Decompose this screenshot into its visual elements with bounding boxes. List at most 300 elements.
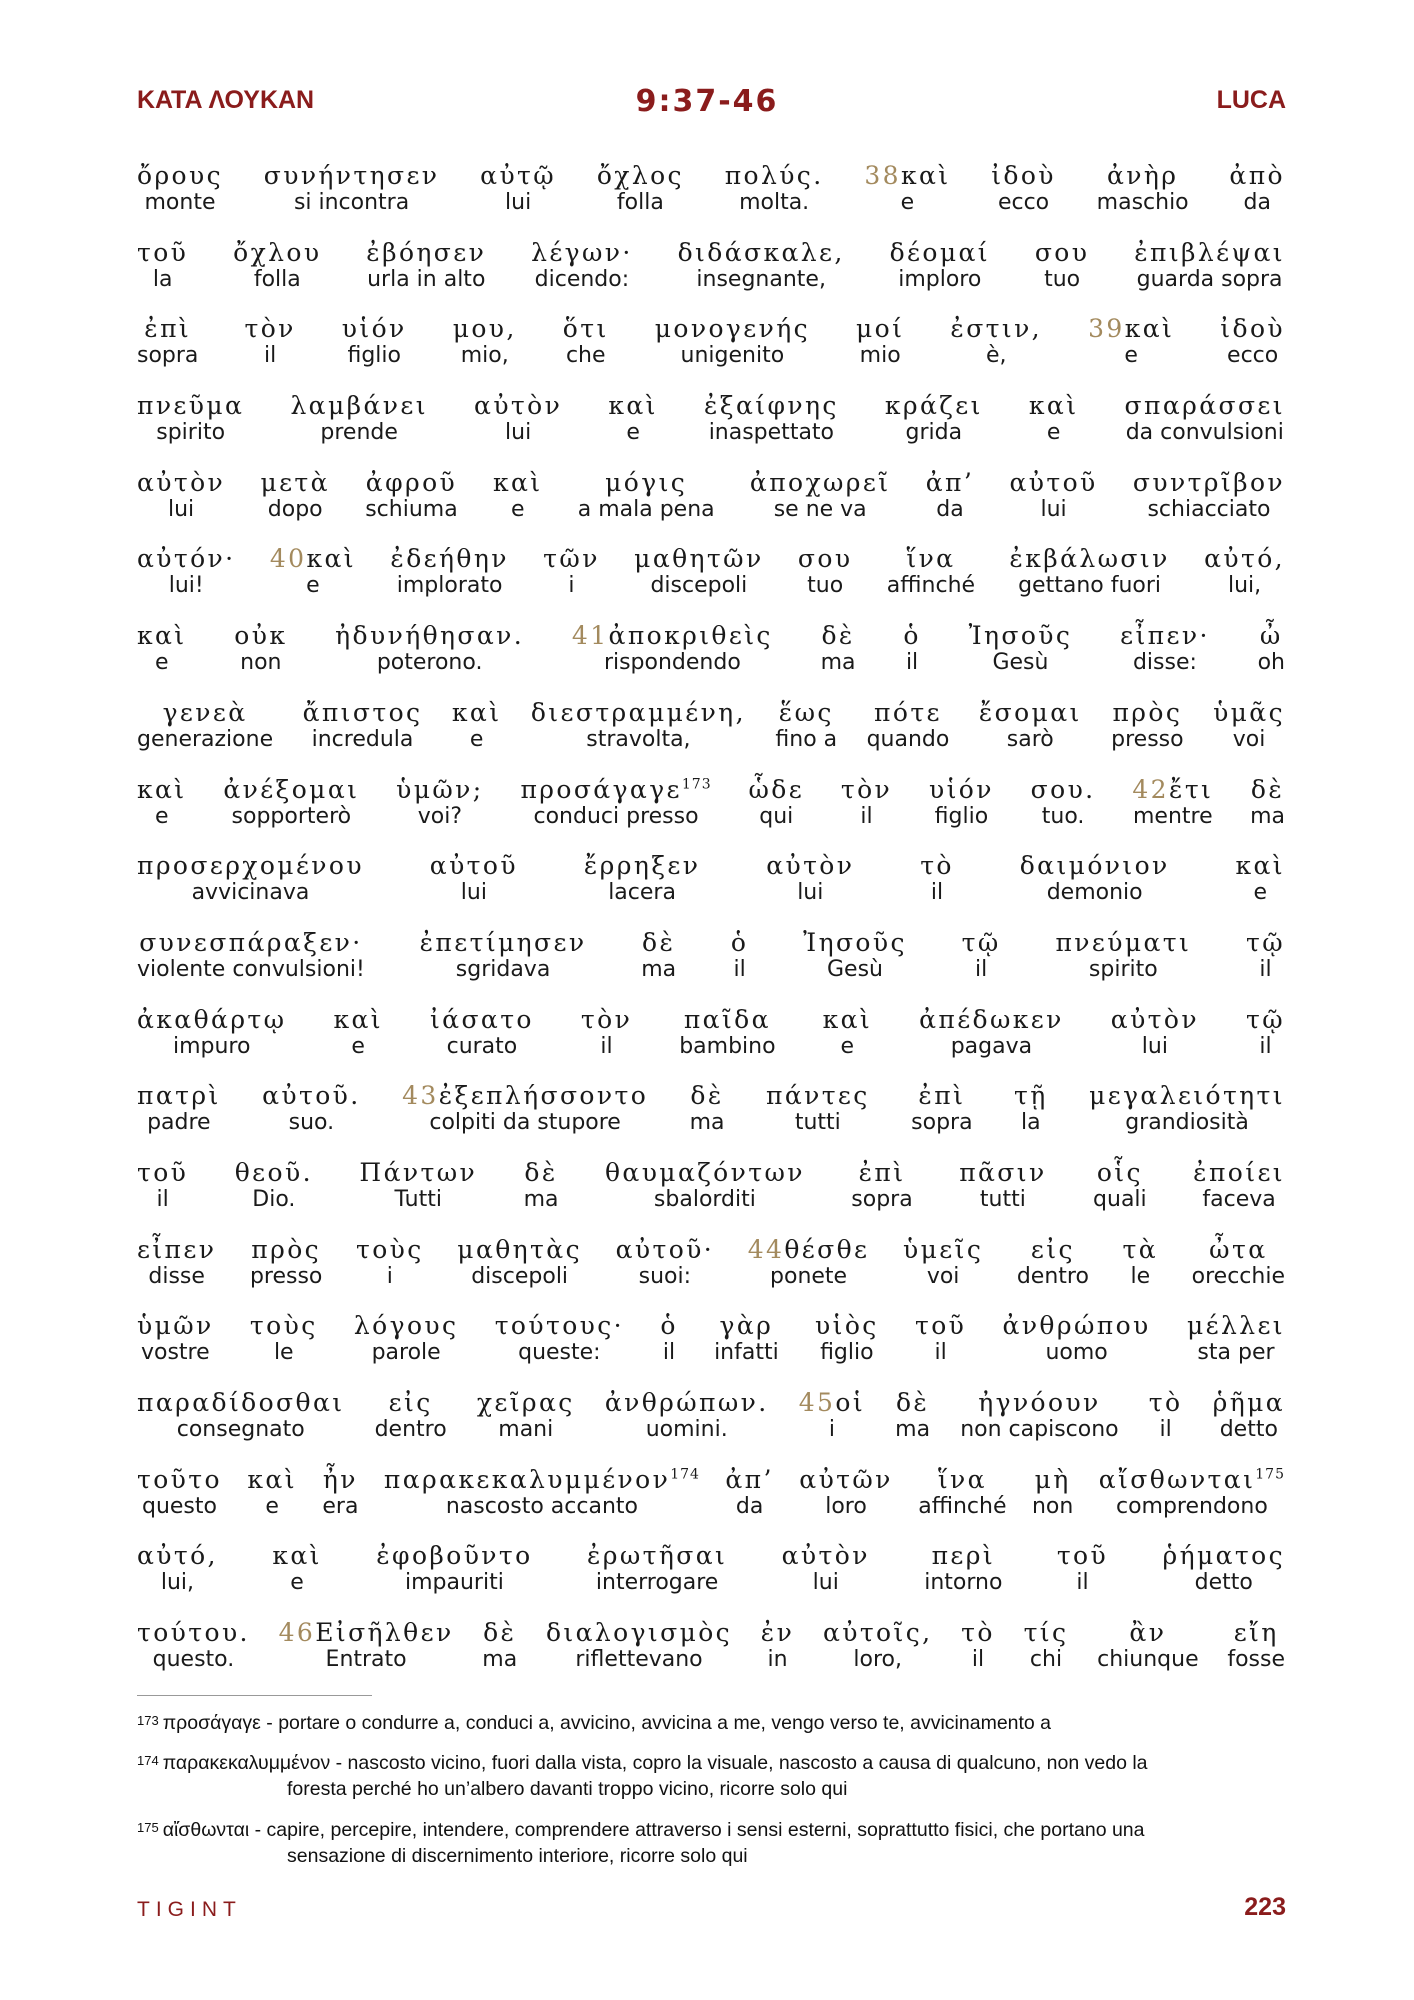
greek-word (1014, 1080, 1048, 1112)
word-pair (137, 1464, 222, 1520)
italian-gloss: tuo (807, 573, 844, 599)
italian-gloss: affinché (918, 1493, 1007, 1519)
greek-text: οἱ (835, 1388, 866, 1417)
word-pair (1204, 543, 1285, 599)
italian-gloss: consegnato (176, 1417, 305, 1442)
italian-gloss: conduci presso (533, 803, 699, 829)
greek-text: εἶπεν· (1120, 621, 1210, 651)
italian-gloss: mani (498, 1417, 554, 1442)
italian-gloss: e (1124, 343, 1138, 369)
italian-gloss: e (510, 496, 525, 522)
word-pair (235, 1157, 313, 1213)
italian-gloss: generazione (137, 726, 274, 752)
word-pair (1111, 1004, 1199, 1060)
greek-text: ἐν (760, 1618, 795, 1648)
greek-word (962, 927, 1001, 959)
word-pair (775, 697, 837, 753)
word-pair (911, 1080, 972, 1136)
footnote-ref[interactable]: 175 (1255, 1466, 1285, 1483)
greek-word (660, 1310, 677, 1342)
greek-word (495, 1310, 624, 1342)
greek-text: δὲ (642, 927, 676, 957)
word-pair (1029, 390, 1079, 446)
greek-word (1003, 1310, 1151, 1342)
italian-gloss: ma (523, 1186, 559, 1212)
greek-word (137, 1540, 218, 1572)
greek-word (851, 1157, 912, 1189)
greek-text: ἐπετίμησεν (419, 927, 587, 957)
interlinear-line (137, 774, 1285, 851)
greek-word (137, 927, 365, 959)
greek-word (919, 1004, 1064, 1036)
greek-text: υἱόν (341, 314, 407, 344)
greek-text: προσερχομένου (137, 851, 364, 881)
greek-word (616, 1234, 715, 1266)
greek-text: μέλλει (1186, 1311, 1285, 1341)
interlinear-line (137, 1157, 1285, 1234)
italian-gloss: stravolta, (586, 726, 691, 752)
greek-text: λαμβάνει (290, 391, 428, 421)
greek-word (390, 543, 508, 575)
greek-text: ἐβόησεν (366, 237, 487, 267)
greek-word (376, 1540, 532, 1572)
word-pair (959, 1157, 1046, 1213)
word-pair (250, 1310, 318, 1366)
word-pair (546, 1617, 732, 1673)
word-pair (137, 467, 225, 523)
greek-text: οἷς (1096, 1157, 1143, 1187)
italian-gloss: lui! (168, 573, 204, 599)
italian-gloss: tutti (794, 1110, 841, 1136)
italian-gloss: questo (141, 1493, 217, 1519)
greek-text: ἀνὴρ (1106, 161, 1179, 190)
greek-text: πᾶσιν (959, 1157, 1047, 1187)
word-pair (1213, 1387, 1285, 1443)
greek-text: συνήντησεν (263, 161, 440, 190)
greek-text: γὰρ (719, 1311, 774, 1341)
greek-word (690, 1080, 725, 1112)
greek-word (244, 313, 295, 345)
greek-word (354, 1310, 459, 1342)
word-pair (803, 927, 907, 983)
italian-gloss: demonio (1046, 880, 1143, 906)
italian-gloss: ma (1250, 803, 1285, 829)
greek-text: ἐρωτῆσαι (586, 1541, 728, 1571)
interlinear-line (137, 1617, 1285, 1694)
italian-gloss: faceva (1202, 1186, 1276, 1212)
page-number: 223 (1244, 1893, 1286, 1921)
publisher-mark: TIGINT (137, 1898, 242, 1921)
word-pair (1163, 1540, 1286, 1596)
word-pair (887, 543, 975, 599)
italian-gloss: curato (446, 1033, 518, 1059)
word-pair (1055, 927, 1191, 983)
greek-word (137, 620, 187, 652)
greek-word (1213, 697, 1285, 729)
word-pair (841, 774, 892, 830)
word-pair (563, 313, 609, 369)
word-pair (1024, 1617, 1069, 1673)
greek-text: ἀπὸ (1229, 161, 1285, 190)
word-pair (1014, 1080, 1048, 1136)
italian-gloss: detto (1219, 1417, 1278, 1442)
word-pair (731, 927, 748, 983)
italian-gloss: era (322, 1493, 359, 1519)
greek-word (895, 1387, 930, 1419)
word-pair (137, 1080, 221, 1136)
word-pair (799, 1387, 865, 1443)
italian-gloss: da (735, 1493, 764, 1519)
italian-gloss: il (860, 803, 873, 829)
greek-word (1229, 160, 1285, 192)
word-pair (926, 467, 974, 523)
greek-text: αὐτό, (1204, 544, 1285, 574)
greek-text: τὸν (244, 314, 296, 344)
greek-word (979, 697, 1082, 729)
footnote-ref[interactable]: 173 (681, 776, 712, 793)
italian-gloss: grida (905, 420, 963, 446)
italian-gloss: folla (253, 266, 301, 292)
greek-text: ῥῆμα (1212, 1388, 1285, 1417)
word-pair (137, 313, 198, 369)
word-pair (376, 1540, 532, 1596)
word-pair (493, 467, 543, 523)
greek-text: εἶπεν (137, 1234, 217, 1264)
greek-word (524, 1157, 559, 1189)
italian-gloss: sta per (1197, 1340, 1275, 1366)
italian-gloss: Gesù (992, 650, 1049, 676)
greek-text: τοῦ (137, 1157, 189, 1187)
greek-word (1055, 927, 1191, 959)
verse-number: 39 (1088, 314, 1125, 344)
footnote-divider (137, 1695, 372, 1696)
greek-text: σου. (1030, 774, 1096, 804)
word-pair (890, 237, 990, 293)
word-pair (375, 1387, 447, 1443)
italian-gloss: e (154, 650, 169, 676)
word-pair (480, 160, 556, 216)
greek-word (750, 467, 891, 499)
italian-gloss: se ne va (773, 496, 867, 522)
greek-word (250, 1234, 322, 1266)
italian-gloss: queste: (518, 1340, 601, 1366)
greek-text: μαθητῶν (634, 544, 764, 574)
greek-word (634, 543, 763, 575)
greek-text: δὲ (895, 1388, 930, 1417)
greek-word (731, 927, 748, 959)
italian-gloss: e (469, 726, 484, 752)
italian-gloss: lui (168, 496, 195, 522)
greek-text: τῷ (1245, 927, 1285, 957)
word-pair (543, 543, 600, 599)
interlinear-line (137, 1387, 1285, 1464)
word-pair (919, 1004, 1064, 1060)
greek-word (1057, 1540, 1108, 1572)
italian-gloss: inaspettato (708, 420, 835, 446)
word-pair (233, 237, 321, 293)
italian-gloss: intorno (924, 1570, 1003, 1596)
greek-text: καὶ (137, 621, 187, 651)
interlinear-line (137, 1080, 1285, 1157)
word-pair (1250, 774, 1285, 830)
greek-word (137, 467, 225, 499)
greek-word (821, 620, 856, 652)
word-pair (961, 1617, 995, 1673)
word-pair (748, 1234, 870, 1290)
italian-gloss: imploro (898, 266, 982, 292)
greek-text: μαθητὰς (457, 1234, 582, 1264)
greek-word (384, 1464, 700, 1496)
greek-text: ἐξαίφνης (703, 391, 839, 421)
greek-text: εἰς (388, 1388, 433, 1417)
italian-gloss: a mala pena (577, 496, 715, 522)
greek-text: εἰς (1030, 1234, 1075, 1264)
greek-text: αἴσθωνται (1098, 1464, 1256, 1494)
greek-text: ῥήματος (1162, 1541, 1285, 1571)
greek-word (452, 697, 502, 729)
greek-word (584, 850, 701, 882)
greek-word (1132, 774, 1213, 806)
italian-gloss: da (1243, 190, 1271, 215)
greek-word (453, 313, 517, 345)
greek-word (924, 1540, 1002, 1572)
greek-text: διδάσκαλε, (677, 237, 845, 267)
greek-word (137, 390, 244, 422)
word-pair (137, 1157, 188, 1213)
greek-word (322, 1464, 358, 1496)
greek-text: σου (1034, 237, 1090, 267)
word-pair (137, 160, 223, 216)
italian-gloss: il (930, 880, 944, 906)
word-pair (1009, 467, 1097, 523)
greek-word (396, 774, 483, 806)
greek-word (137, 313, 198, 345)
greek-word (815, 1310, 879, 1342)
italian-gloss: e (1253, 880, 1268, 906)
greek-word (775, 697, 837, 729)
italian-gloss: infatti (714, 1340, 779, 1366)
greek-text: αὐτοῦ. (262, 1081, 361, 1111)
footnote-ref[interactable]: 174 (670, 1466, 700, 1483)
greek-text: μόγις (605, 467, 688, 497)
greek-text: ἀποκριθεὶς (608, 621, 773, 651)
greek-text: λόγους (353, 1311, 459, 1341)
italian-gloss: impauriti (404, 1570, 504, 1596)
word-pair (766, 850, 854, 906)
word-pair (1132, 774, 1213, 830)
greek-word (841, 774, 892, 806)
word-pair (1089, 1080, 1285, 1136)
word-pair (137, 1310, 214, 1366)
greek-word (766, 1080, 870, 1112)
greek-text: αὐτοῦ (1009, 467, 1098, 497)
word-pair (1003, 1310, 1151, 1366)
greek-word (303, 697, 423, 729)
greek-word (903, 620, 920, 652)
greek-word (903, 1234, 983, 1266)
greek-word (137, 850, 364, 882)
greek-word (531, 237, 633, 269)
greek-word (641, 927, 676, 959)
italian-gloss: prende (320, 420, 398, 446)
greek-word (748, 774, 804, 806)
greek-word (867, 697, 950, 729)
word-pair (356, 1234, 424, 1290)
greek-word (290, 390, 427, 422)
greek-text: καὶ (1235, 851, 1285, 881)
italian-gloss: sarò (1006, 726, 1054, 752)
word-pair (303, 697, 423, 753)
greek-text: καὶ (247, 1464, 297, 1494)
greek-text: τὸν (580, 1004, 633, 1034)
greek-text: ἕως (778, 697, 834, 727)
greek-text: τίς (1023, 1618, 1069, 1648)
italian-gloss: orecchie (1191, 1263, 1285, 1289)
greek-text: θεοῦ. (234, 1157, 313, 1187)
word-pair (1093, 1157, 1147, 1213)
greek-word (1024, 1617, 1069, 1649)
greek-word (1120, 620, 1210, 652)
italian-gloss: i (386, 1263, 393, 1289)
italian-gloss: fosse (1227, 1647, 1285, 1673)
greek-text: αὐτὸν (137, 467, 226, 497)
word-pair (920, 850, 954, 906)
greek-text: ὧδε (748, 774, 805, 804)
greek-text: ὑμεῖς (903, 1234, 984, 1264)
italian-gloss: disse (148, 1263, 205, 1289)
italian-gloss: folla (616, 190, 664, 215)
greek-text: καὶ (822, 1004, 873, 1034)
interlinear-line (137, 697, 1285, 774)
italian-gloss: Tutti (394, 1186, 442, 1212)
word-pair (482, 1617, 517, 1673)
greek-text: τοῦτο (137, 1464, 222, 1494)
word-pair (524, 1157, 559, 1213)
greek-word (137, 1617, 250, 1649)
word-pair (903, 1234, 983, 1290)
greek-text: δέομαί (889, 237, 990, 267)
italian-gloss: uomini. (645, 1417, 728, 1442)
italian-gloss: dicendo: (534, 266, 630, 292)
italian-gloss: quando (866, 726, 950, 752)
greek-text: ἀπ’ (925, 467, 975, 497)
greek-text: ἀπ’ (725, 1464, 774, 1494)
italian-gloss: sgridava (455, 956, 551, 982)
greek-word (1204, 543, 1285, 575)
word-pair (572, 620, 773, 676)
word-pair (608, 390, 658, 446)
greek-text: σπαράσσει (1124, 391, 1285, 421)
greek-text: αὐτὸν (781, 1541, 870, 1571)
italian-gloss: violente convulsioni! (137, 956, 365, 982)
italian-gloss: disse: (1132, 650, 1197, 676)
word-pair (991, 160, 1056, 216)
greek-text: συντρῖβον (1132, 467, 1285, 497)
word-pair (137, 1617, 250, 1673)
greek-word (782, 1540, 870, 1572)
greek-word (137, 543, 236, 575)
word-pair (270, 543, 356, 599)
italian-gloss: mentre (1132, 803, 1213, 829)
word-pair (137, 850, 364, 906)
italian-gloss: lui (460, 880, 487, 906)
greek-word (137, 1080, 221, 1112)
word-pair (704, 390, 839, 446)
greek-text: εἴη (1233, 1618, 1279, 1648)
italian-gloss: e (306, 573, 320, 599)
word-pair (474, 390, 562, 446)
word-pair (1134, 237, 1285, 293)
greek-text: ἵνα (906, 544, 956, 574)
greek-text: ἀκαθάρτῳ (137, 1004, 287, 1034)
greek-text: ἀνέξομαι (223, 774, 360, 804)
italian-gloss: e (626, 420, 640, 446)
word-pair (430, 1004, 534, 1060)
word-pair (290, 390, 427, 446)
greek-word (1097, 160, 1189, 192)
greek-word (885, 390, 983, 422)
greek-word (250, 1310, 318, 1342)
word-pair (137, 1004, 286, 1060)
greek-text: ὅτι (562, 314, 609, 344)
word-pair (234, 620, 287, 676)
footnote-175: $^{175}$ αἴσθωνται - capire, percepire, intendere, comprendere attraverso i sensi esterni, soprattutto fisici, che portano una sensazione di discernimento interiore, ricorre solo qui (137, 1819, 1145, 1867)
italian-gloss: dopo (267, 496, 323, 522)
italian-gloss: parole (371, 1340, 441, 1366)
italian-gloss: sbalorditi (653, 1186, 756, 1212)
greek-word (1246, 1004, 1285, 1036)
word-pair (655, 313, 810, 369)
word-pair (531, 697, 746, 753)
greek-text: μὴ (1034, 1464, 1071, 1494)
italian-gloss: ecco (997, 190, 1050, 215)
italian-gloss: qui (759, 803, 794, 829)
word-pair (1220, 313, 1285, 369)
greek-text: δὲ (524, 1157, 558, 1187)
italian-gloss: maschio (1096, 190, 1189, 215)
greek-text: Εἰσῆλθεν (315, 1618, 454, 1648)
greek-text: τῷ (961, 927, 1001, 957)
word-pair (264, 160, 440, 216)
greek-word (1125, 390, 1285, 422)
word-pair (903, 620, 920, 676)
word-pair (396, 774, 483, 830)
verse-number: 45 (798, 1388, 836, 1417)
word-pair (1057, 1540, 1108, 1596)
greek-text: μονογενής (654, 314, 810, 344)
word-pair (979, 697, 1082, 753)
greek-word (1029, 390, 1079, 422)
greek-text: τῶν (543, 544, 600, 574)
italian-gloss: grandiosità (1125, 1110, 1249, 1136)
greek-word (137, 1004, 286, 1036)
word-pair (1125, 390, 1285, 446)
greek-word (678, 237, 845, 269)
greek-text: ἐπὶ (918, 1081, 966, 1111)
greek-text: ὄχλος (596, 161, 684, 190)
word-pair (137, 774, 187, 830)
greek-text: ἀνθρώπου (1002, 1311, 1151, 1341)
greek-word (725, 160, 824, 192)
greek-text: δαιμόνιον (1019, 851, 1170, 881)
greek-word (430, 850, 518, 882)
greek-word (1235, 850, 1285, 882)
word-pair (725, 160, 824, 216)
greek-text: ἵνα (937, 1464, 987, 1494)
greek-word (1093, 1157, 1147, 1189)
greek-text: Ἰησοῦς (968, 621, 1073, 651)
italian-gloss: pagava (950, 1033, 1033, 1059)
